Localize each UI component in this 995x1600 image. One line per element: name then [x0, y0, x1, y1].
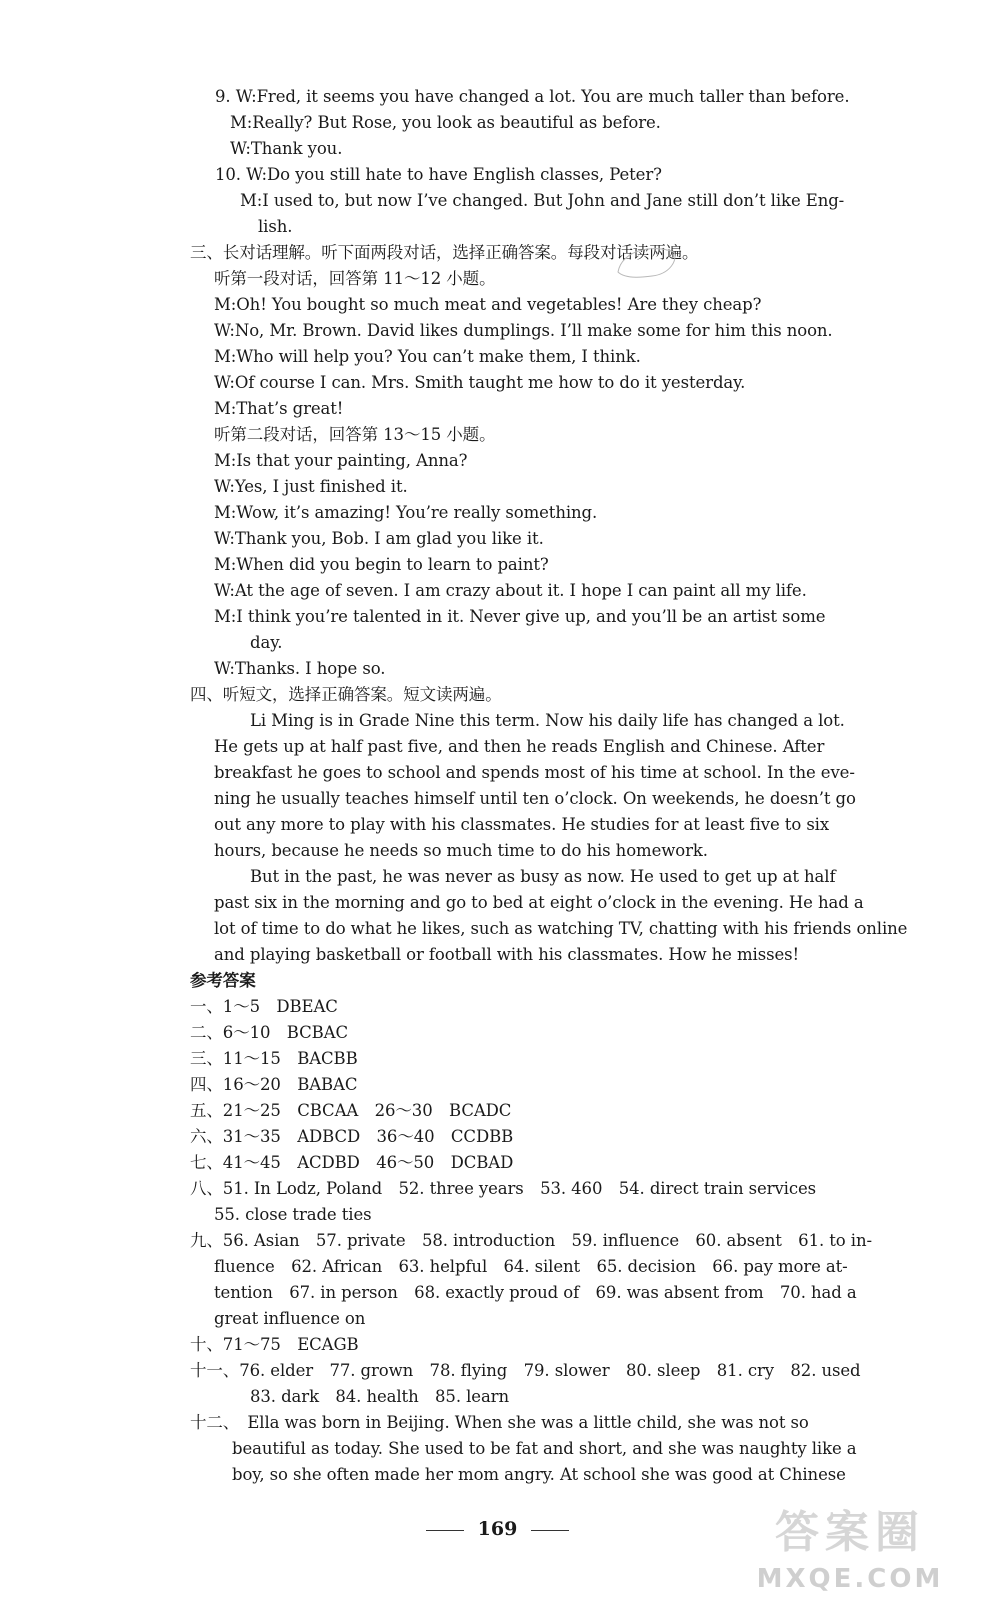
text-line: hours, because he needs so much time to do his homework. [214, 841, 708, 860]
text-line: 十一、76. elder 77. grown 78. flying 79. slower 80. sleep 81. cry 82. used [190, 1361, 861, 1380]
text-line: M:Who will help you? You can’t make them, I think. [214, 347, 641, 366]
text-line: lot of time to do what he likes, such as watching TV, chatting with his friends online [214, 919, 908, 938]
text-line: M:Wow, it’s amazing! You’re really something. [214, 503, 598, 522]
text-line: W:Thanks. I hope so. [214, 659, 386, 678]
text-line: boy, so she often made her mom angry. At school she was good at Chinese [232, 1465, 846, 1484]
text-line: 9. W:Fred, it seems you have changed a lot. You are much taller than before. [215, 87, 850, 106]
text-line: M:When did you begin to learn to paint? [214, 555, 549, 574]
text-line: 二、6～10 BCBAC [190, 1023, 349, 1042]
text-line: 听第一段对话，回答第 11～12 小题。 [214, 269, 496, 288]
text-line: beautiful as today. She used to be fat and short, and she was naughty like a [232, 1439, 857, 1458]
text-line: 四、听短文，选择正确答案。短文读两遍。 [190, 685, 502, 704]
text-line: past six in the morning and go to bed at eight o’clock in the evening. He had a [214, 893, 864, 912]
text-line: 四、16～20 BABAC [190, 1075, 358, 1094]
text-line: He gets up at half past five, and then he reads English and Chinese. After [214, 737, 825, 756]
text-line: But in the past, he was never as busy as now. He used to get up at half [250, 867, 836, 886]
watermark-url: MXQE.COM [756, 1564, 944, 1594]
text-line: out any more to play with his classmates. He studies for at least five to six [214, 815, 830, 834]
dash-left [426, 1530, 464, 1531]
text-line: and playing basketball or football with his classmates. How he misses! [214, 945, 800, 964]
text-line: 七、41～45 ACDBD 46～50 DCBAD [190, 1153, 514, 1172]
text-line: breakfast he goes to school and spends most of his time at school. In the eve- [214, 763, 855, 782]
text-line: tention 67. in person 68. exactly proud of 69. was absent from 70. had a [214, 1283, 857, 1302]
stamp-mark-icon [612, 242, 682, 280]
text-line: M:That’s great! [214, 399, 344, 418]
text-line: M:Is that your painting, Anna? [214, 451, 468, 470]
text-line: day. [250, 633, 283, 652]
text-line: W:Yes, I just finished it. [214, 477, 408, 496]
text-line: 八、51. In Lodz, Poland 52. three years 53. 460 54. direct train services [190, 1179, 817, 1198]
text-line: M:I used to, but now I’ve changed. But John and Jane still don’t like Eng- [240, 191, 845, 210]
text-line: 三、11～15 BACBB [190, 1049, 358, 1068]
page-number-text: 169 [477, 1518, 518, 1540]
text-line: 听第二段对话，回答第 13～15 小题。 [214, 425, 496, 444]
text-line: 一、1～5 DBEAC [190, 997, 338, 1016]
text-line: 参考答案 [190, 971, 256, 990]
text-line: 55. close trade ties [214, 1205, 372, 1224]
text-line: 三、长对话理解。听下面两段对话，选择正确答案。每段对话读两遍。 [190, 243, 699, 262]
text-line: fluence 62. African 63. helpful 64. silent 65. decision 66. pay more at- [214, 1257, 848, 1276]
text-line: 十二、 Ella was born in Beijing. When she was a little child, she was not so [190, 1413, 809, 1432]
text-line: great influence on [214, 1309, 366, 1328]
text-line: 83. dark 84. health 85. learn [250, 1387, 509, 1406]
text-line: W:Thank you, Bob. I am glad you like it. [214, 529, 544, 548]
text-line: W:Thank you. [230, 139, 343, 158]
text-line: 10. W:Do you still hate to have English classes, Peter? [215, 165, 662, 184]
text-line: 六、31～35 ADBCD 36～40 CCDBB [190, 1127, 514, 1146]
dash-right [531, 1530, 569, 1531]
text-line: W:No, Mr. Brown. David likes dumplings. I’ll make some for him this noon. [214, 321, 833, 340]
text-line: M:Oh! You bought so much meat and vegetables! Are they cheap? [214, 295, 762, 314]
text-line: ning he usually teaches himself until ten o’clock. On weekends, he doesn’t go [214, 789, 856, 808]
text-line: W:Of course I can. Mrs. Smith taught me how to do it yesterday. [214, 373, 746, 392]
watermark-logo: 答案圈 [775, 1507, 925, 1558]
text-line: 五、21～25 CBCAA 26～30 BCADC [190, 1101, 512, 1120]
watermark [725, 1496, 975, 1596]
text-line: M:Really? But Rose, you look as beautiful as before. [230, 113, 661, 132]
text-line: 九、56. Asian 57. private 58. introduction 59. influence 60. absent 61. to in- [190, 1231, 872, 1250]
text-line: W:At the age of seven. I am crazy about it. I hope I can paint all my life. [214, 581, 807, 600]
text-line: 十、71～75 ECAGB [190, 1335, 359, 1354]
text-line: M:I think you’re talented in it. Never give up, and you’ll be an artist some [214, 607, 826, 626]
text-line: Li Ming is in Grade Nine this term. Now his daily life has changed a lot. [250, 711, 845, 730]
text-line: lish. [258, 217, 293, 236]
